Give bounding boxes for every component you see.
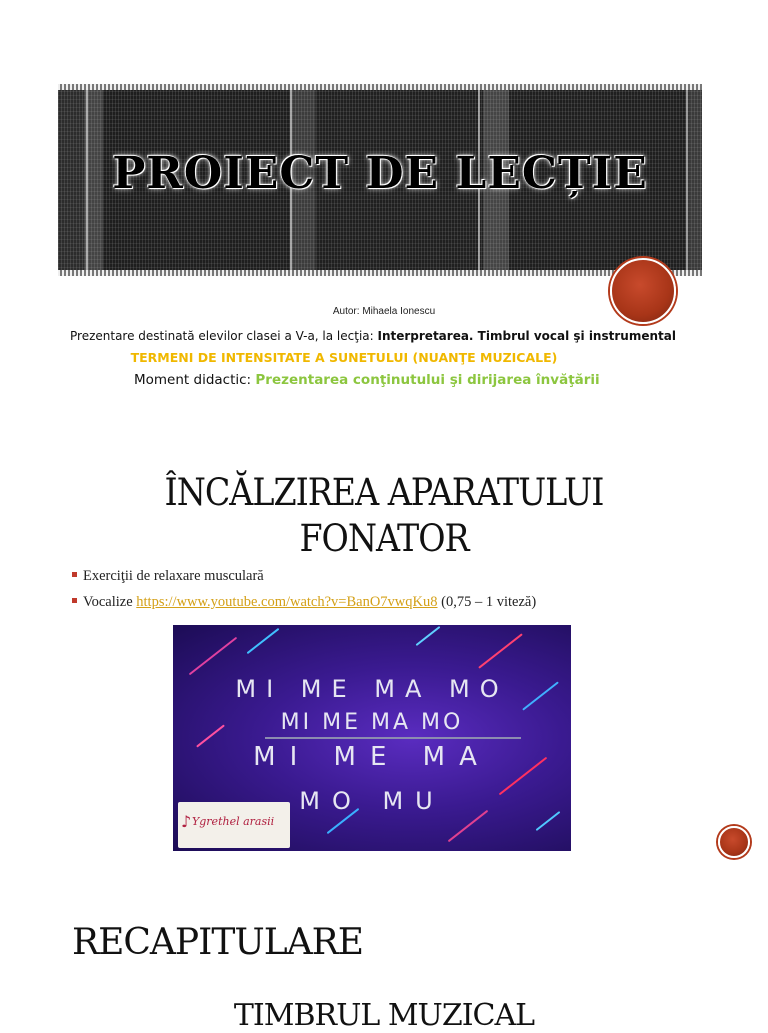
youtube-link[interactable]: https://www.youtube.com/watch?v=BanO7vwqKu8 <box>136 594 438 610</box>
slide2-title <box>0 470 768 562</box>
moment-line <box>134 372 600 388</box>
moment-value: Prezentarea conţinutului şi dirijarea învăţării <box>255 372 600 388</box>
light-streak <box>189 637 238 676</box>
slide2-title-line2: FONATOR <box>299 517 469 560</box>
audience-prefix: Prezentare destinată elevilor clasei a V-a, la lecţia: <box>70 329 378 343</box>
audience-lesson: Interpretarea. Timbrul vocal şi instrumental <box>377 329 676 343</box>
video-text-line4: MO MU <box>299 787 445 815</box>
bullet-text: Exerciţii de relaxare musculară <box>83 568 264 584</box>
video-text-line2: MI ME MA MO <box>280 710 464 735</box>
list-item <box>72 594 536 611</box>
decorative-circle-icon <box>718 826 750 858</box>
light-streak <box>416 626 441 646</box>
moment-label: Moment didactic: <box>134 372 256 388</box>
title-banner <box>58 84 702 276</box>
video-divider <box>265 737 521 739</box>
bullet-suffix: (0,75 – 1 viteză) <box>437 594 537 610</box>
video-text-line1: MI ME MA MO <box>235 675 509 703</box>
music-note-icon: ♪ <box>181 812 192 831</box>
channel-logo-text: Ygrethel arasii <box>192 815 275 828</box>
author-line: Autor: Mihaela Ionescu <box>332 306 436 317</box>
light-streak <box>478 633 523 668</box>
slide3-subtitle: TIMBRUL MUZICAL <box>233 998 535 1033</box>
bullet-text: Vocalize <box>83 594 137 610</box>
bullet-square-icon <box>72 598 77 603</box>
light-streak <box>247 628 280 654</box>
video-text-line3: MI ME MA <box>253 742 491 772</box>
list-item <box>72 568 536 585</box>
terms-heading: TERMENI DE INTENSITATE A SUNETULUI (NUANŢE MUZICALE) <box>130 350 558 365</box>
slide2-title-line1: ÎNCĂLZIREA APARATULUI <box>164 471 604 514</box>
channel-logo <box>178 802 290 848</box>
video-thumbnail[interactable] <box>173 625 571 851</box>
audience-line <box>70 329 676 343</box>
slide1-title: PROIECT DE LECȚIE <box>112 148 648 199</box>
bullet-square-icon <box>72 572 77 577</box>
slide3-title: RECAPITULARE <box>72 922 364 963</box>
bullet-list <box>72 568 536 620</box>
